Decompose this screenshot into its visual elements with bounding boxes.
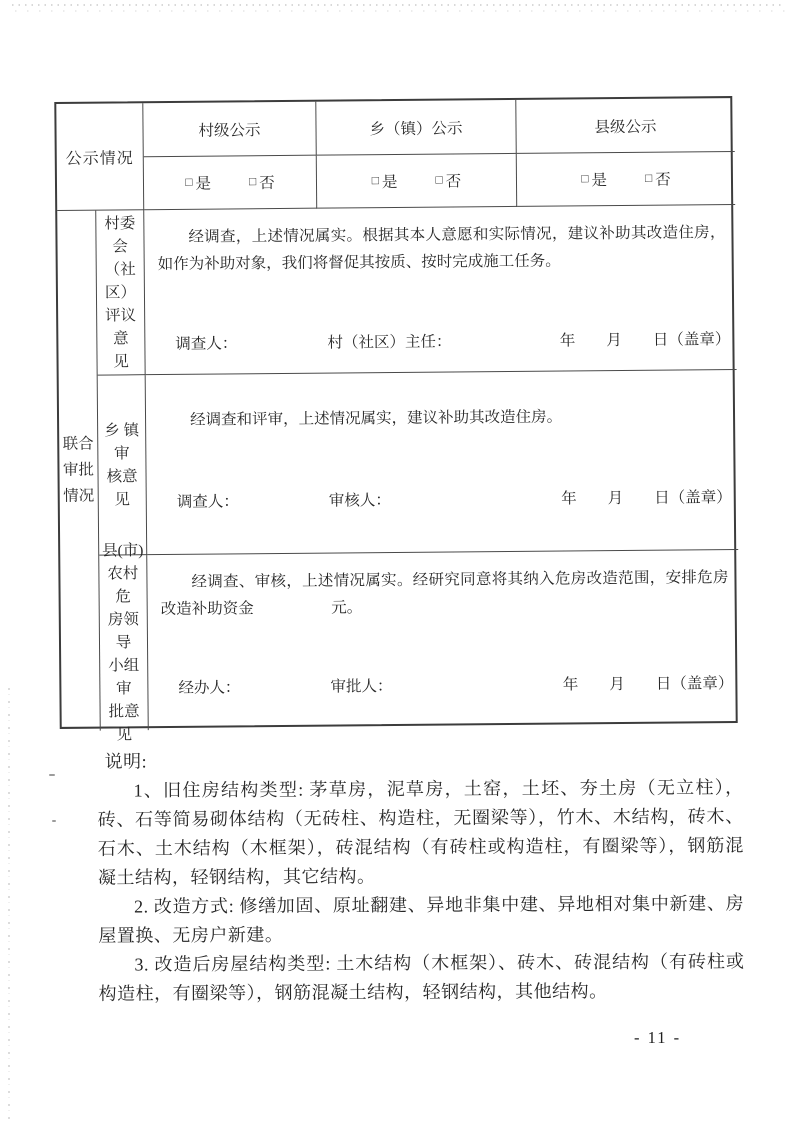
checkbox-square-icon: □ <box>371 172 380 187</box>
checkbox-square-icon: □ <box>248 173 257 188</box>
column-header-township-publicity: 乡（镇）公示 <box>316 100 516 156</box>
publicity-status-row-header: 公示情况 <box>56 103 144 211</box>
notes-item-renovation-methods: 2. 改造方式: 修缮加固、原址翻建、异地非集中建、异地相对集中新建、房屋置换、无房户新建。 <box>98 893 745 946</box>
reviewer-label: 审核人： <box>328 492 391 510</box>
page-number: - 11 - <box>634 1028 682 1047</box>
checkbox-square-icon: □ <box>644 170 653 185</box>
scan-speck <box>52 820 56 822</box>
investigator-label: 调查人： <box>175 335 238 353</box>
date-seal-label: 年 月 日（盖章） <box>561 489 732 508</box>
scan-noise-left-edge <box>8 688 10 1122</box>
checkbox-square-icon: □ <box>435 172 443 187</box>
township-publicity-checkbox-cell <box>317 154 517 209</box>
checkbox-no-label: 否 <box>655 171 671 189</box>
approver-label: 审批人： <box>330 678 393 696</box>
county-signature-line <box>148 671 739 698</box>
county-publicity-checkbox-cell <box>517 152 735 207</box>
county-leading-group-approval-label: 县(市) 农村危 房领导 小组审 批意见 <box>99 555 149 730</box>
checkbox-yes <box>581 168 607 190</box>
village-opinion-text: 经调查，上述情况属实。根据其本人意愿和实际情况，建议补助其改造住房，如作为补助对象，我们将督促其按质、按时完成施工任务。 <box>157 224 726 273</box>
notes-title: 说明: <box>104 751 148 772</box>
checkbox-yes <box>185 172 211 194</box>
village-committee-opinion-cell <box>144 205 736 375</box>
date-seal-label: 年 月 日（盖章） <box>562 675 734 694</box>
notes-item-old-structure-types: 1、旧住房结构类型: 茅草房，泥草房，土窑，土坯、夯土房（无立柱），砖、石等简易砌体结构（无砖柱、构造柱，无圈梁等），竹木、木结构，砖木、石木、土木结构（木框架），砖混结构（有砖柱或构造柱，有圈梁等），钢筋混凝土结构，轻钢结构，其它结构。 <box>97 777 744 888</box>
approval-form-table <box>54 96 737 744</box>
village-committee-opinion-label: 村委会 （社 区） 评议意 见 <box>96 210 145 375</box>
county-leading-group-approval-cell <box>147 550 740 730</box>
village-signature-line <box>145 327 736 354</box>
checkbox-yes <box>372 170 398 192</box>
checkbox-yes-label: 是 <box>195 175 212 193</box>
column-header-county-publicity: 县级公示 <box>516 98 734 154</box>
township-opinion-text: 经调查和评审，上述情况属实，建议补助其改造住房。 <box>189 408 563 429</box>
village-publicity-checkbox-cell <box>144 156 317 211</box>
village-director-label: 村（社区）主任： <box>327 333 452 352</box>
investigator-label: 调查人： <box>176 493 239 511</box>
notes-section <box>97 744 744 1008</box>
checkbox-yes-label: 是 <box>381 173 398 192</box>
handler-label: 经办人： <box>178 679 241 697</box>
checkbox-no-label: 否 <box>259 175 275 193</box>
notes-item-new-structure-types: 3. 改造后房屋结构类型: 土木结构（木框架）、砖木、砖混结构（有砖柱或构造柱，有圈梁等），钢筋混凝土结构，轻钢结构，其他结构。 <box>98 951 745 1004</box>
checkbox-no <box>249 171 275 193</box>
checkbox-no-label: 否 <box>445 173 462 191</box>
county-approval-text: 经调查、审核，上述情况属实。经研究同意将其纳入危房改造范围，安排危房改造补助资金 元。 <box>160 569 729 618</box>
scan-noise-top <box>12 3 785 14</box>
checkbox-no <box>645 168 671 190</box>
township-review-opinion-cell <box>146 370 739 555</box>
township-review-opinion-label: 乡 镇 审 核意见 <box>98 375 148 555</box>
scan-speck <box>49 774 55 776</box>
date-seal-label: 年 月 日（盖章） <box>559 331 731 350</box>
checkbox-yes-label: 是 <box>591 172 608 190</box>
checkbox-square-icon: □ <box>185 174 193 189</box>
checkbox-square-icon: □ <box>581 170 589 185</box>
township-signature-line <box>147 485 738 512</box>
checkbox-no <box>435 169 461 191</box>
column-header-village-publicity: 村级公示 <box>143 102 316 158</box>
joint-approval-row-header: 联合 审批 情况 <box>57 211 101 731</box>
